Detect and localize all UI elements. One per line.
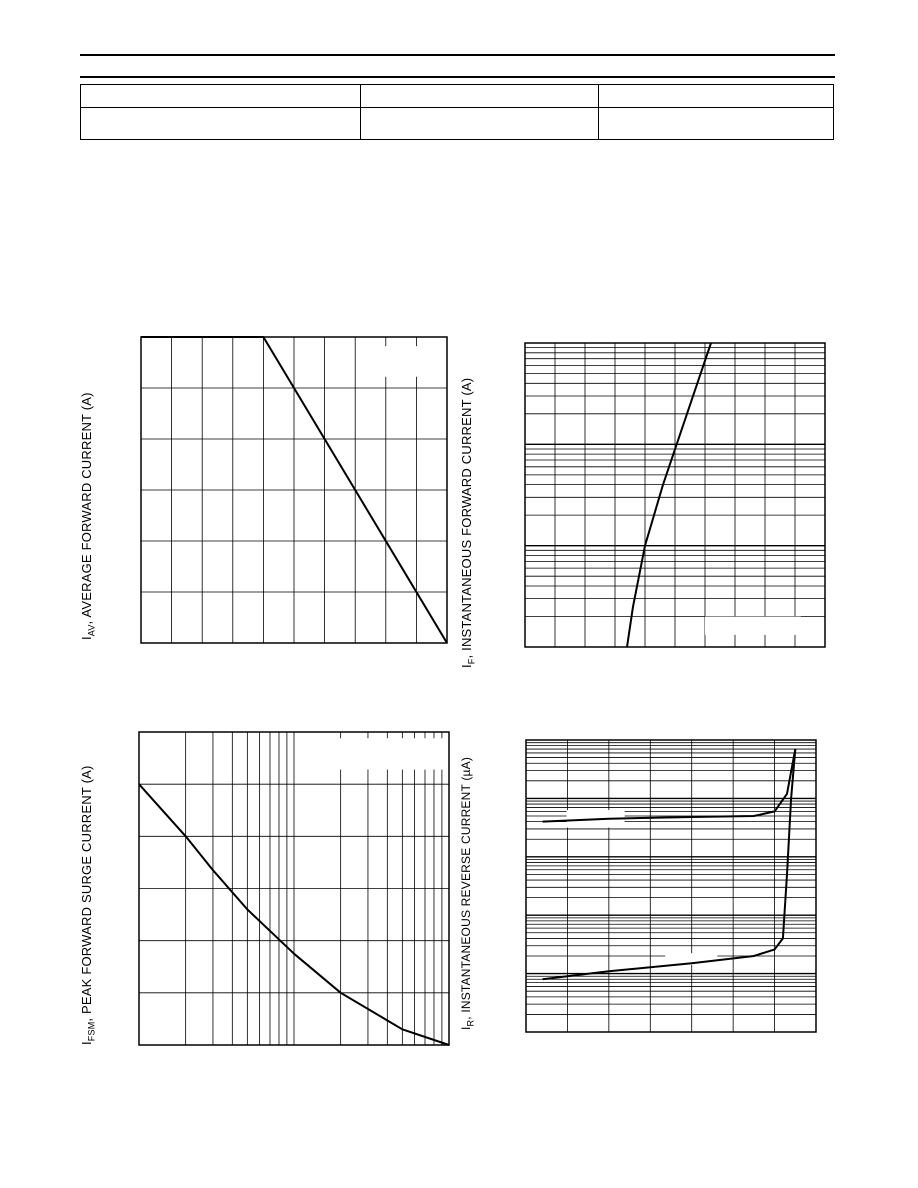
chart-4-series-1-line — [543, 749, 796, 979]
chart-4-frame — [526, 740, 816, 1032]
chart-3-annotation-box-0 — [331, 738, 443, 769]
chart-4-ylabel-prefix: I — [459, 1026, 473, 1030]
chart-1-ylabel-text: , AVERAGE FORWARD CURRENT (A) — [79, 392, 94, 625]
chart-1-annotation-box-0 — [364, 346, 437, 377]
chart-3-ylabel-text: , PEAK FORWARD SURGE CURRENT (A) — [79, 765, 94, 1022]
chart-2-ylabel-sub: F — [466, 658, 477, 665]
chart-2-ylabel-text: , INSTANTANEOUS FORWARD CURRENT (A) — [459, 377, 474, 659]
chart-4-ylabel-text: , INSTANTANEOUS REVERSE CURRENT (µA) — [459, 756, 473, 1020]
chart-2-annotation-box-0 — [705, 617, 801, 635]
chart-3-ylabel-sub: FSM — [86, 1021, 97, 1042]
chart-2-series-0-line — [627, 343, 711, 647]
chart-4-ylabel-sub: R — [465, 1019, 476, 1027]
chart-2-ylabel-prefix: I — [459, 664, 474, 668]
chart-3-ylabel-prefix: I — [79, 1041, 94, 1045]
chart-1-ylabel-prefix: I — [79, 636, 94, 640]
chart-1-ylabel-sub: AV — [86, 624, 97, 637]
